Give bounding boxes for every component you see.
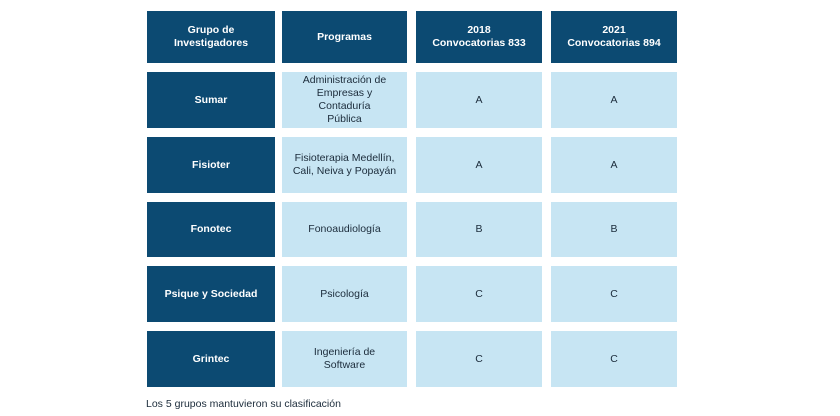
header-2018 <box>416 11 542 63</box>
header-2018-call: Convocatorias 833 <box>432 37 526 49</box>
program-cell-psique-y-sociedad <box>282 266 407 322</box>
rating-2021-sumar: A <box>551 72 677 128</box>
program-line: Pública <box>327 113 362 125</box>
program-line: Cali, Neiva y Popayán <box>292 165 397 177</box>
rating-2021-grintec: C <box>551 331 677 387</box>
rating-2018-psique-y-sociedad: C <box>416 266 542 322</box>
header-programs-line: Programas <box>317 30 372 43</box>
group-cell-grintec: Grintec <box>147 331 275 387</box>
header-2018-year: 2018 <box>467 24 491 36</box>
header-2021 <box>551 11 677 63</box>
program-cell-grintec <box>282 331 407 387</box>
program-line: Fonoaudiología <box>308 223 381 235</box>
rating-2018-fonotec: B <box>416 202 542 257</box>
program-cell-fonotec <box>282 202 407 257</box>
header-2021-year: 2021 <box>602 24 626 36</box>
rating-2018-sumar: A <box>416 72 542 128</box>
header-research-group <box>147 11 275 63</box>
rating-2018-grintec: C <box>416 331 542 387</box>
group-cell-fisioter: Fisioter <box>147 137 275 193</box>
group-cell-sumar: Sumar <box>147 72 275 128</box>
group-cell-psique-y-sociedad: Psique y Sociedad <box>147 266 275 322</box>
header-2021-call: Convocatorias 894 <box>567 37 661 49</box>
program-cell-sumar <box>282 72 407 128</box>
rating-2018-fisioter: A <box>416 137 542 193</box>
header-research-group-line: Grupo de Investigadores <box>173 24 249 49</box>
group-cell-fonotec: Fonotec <box>147 202 275 257</box>
rating-2021-psique-y-sociedad: C <box>551 266 677 322</box>
program-line: Psicología <box>320 287 369 300</box>
rating-2021-fonotec: B <box>551 202 677 257</box>
rating-2021-fisioter: A <box>551 137 677 193</box>
program-line: Fisioterapia Medellín, <box>294 152 395 164</box>
program-line: Administración de <box>302 74 387 86</box>
program-line: Ingeniería de Software <box>313 346 376 371</box>
program-cell-fisioter <box>282 137 407 193</box>
table-footnote: Los 5 grupos mantuvieron su clasificación <box>146 398 341 410</box>
header-programs <box>282 11 407 63</box>
program-line: Empresas y Contaduría <box>316 87 373 112</box>
